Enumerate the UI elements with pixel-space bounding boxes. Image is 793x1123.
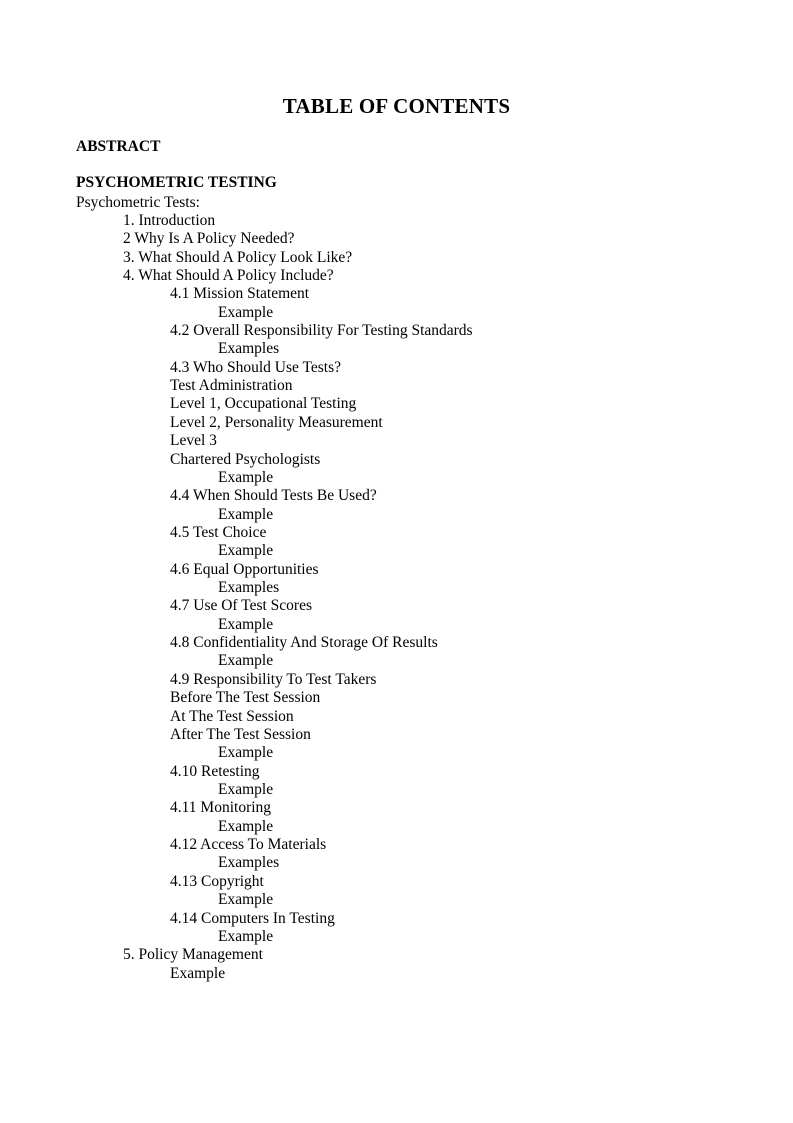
toc-entry: Example	[170, 964, 226, 982]
toc-entry: Psychometric Tests:	[76, 193, 200, 211]
toc-entry: Example	[218, 652, 274, 670]
table-of-contents-list	[0, 194, 473, 983]
toc-entry: 4.4 When Should Tests Be Used?	[170, 487, 377, 505]
toc-entry: 4.7 Use Of Test Scores	[170, 597, 312, 615]
toc-entry: Example	[218, 891, 274, 909]
toc-entry: Example	[218, 927, 274, 945]
toc-entry: 3. What Should A Policy Look Like?	[123, 248, 353, 266]
toc-entry: 1. Introduction	[123, 211, 216, 229]
toc-entry: Example	[218, 781, 274, 798]
toc-entry: After The Test Session	[170, 725, 311, 743]
toc-entry: Example	[218, 744, 274, 762]
toc-entry: 4.10 Retesting	[170, 762, 260, 780]
toc-entry: Chartered Psychologists	[170, 450, 321, 468]
toc-entry: 4. What Should A Policy Include?	[123, 266, 334, 284]
toc-entry: 4.14 Computers In Testing	[170, 909, 335, 927]
page-title: TABLE OF CONTENTS	[282, 94, 511, 118]
section-heading: PSYCHOMETRIC TESTING	[76, 174, 277, 191]
toc-entry: Examples	[218, 854, 280, 872]
toc-entry: 4.1 Mission Statement	[170, 285, 310, 303]
toc-entry: 4.3 Who Should Use Tests?	[170, 358, 341, 376]
toc-entry: 4.9 Responsibility To Test Takers	[170, 670, 377, 688]
toc-entry: 4.11 Monitoring	[170, 799, 272, 817]
toc-entry: Examples	[218, 579, 280, 597]
toc-entry: Test Administration	[170, 377, 293, 395]
toc-entry: Example	[218, 303, 274, 321]
toc-entry: 4.5 Test Choice	[170, 523, 267, 541]
toc-entry: Example	[218, 468, 274, 486]
toc-entry: 4.6 Equal Opportunities	[170, 560, 319, 578]
toc-entry: 2 Why Is A Policy Needed?	[123, 230, 295, 248]
toc-entry: 4.13 Copyright	[170, 872, 264, 890]
toc-entry: 4.8 Confidentiality And Storage Of Results	[170, 634, 438, 652]
toc-entry: Example	[218, 542, 274, 560]
toc-entry: Before The Test Session	[170, 689, 321, 707]
toc-entry: Level 2, Personality Measurement	[170, 413, 383, 431]
toc-entry: Level 1, Occupational Testing	[170, 395, 357, 413]
abstract-heading: ABSTRACT	[76, 138, 161, 155]
toc-entry: 5. Policy Management	[123, 946, 263, 964]
toc-entry: 4.12 Access To Materials	[170, 836, 327, 854]
toc-entry: Example	[218, 817, 274, 835]
toc-entry: 4.2 Overall Responsibility For Testing Standards	[170, 322, 473, 340]
toc-entry: Examples	[218, 340, 280, 358]
toc-entry: Level 3	[170, 432, 217, 450]
toc-entry: Example	[218, 505, 274, 523]
toc-entry: Example	[218, 615, 274, 633]
toc-entry: At The Test Session	[170, 707, 294, 725]
